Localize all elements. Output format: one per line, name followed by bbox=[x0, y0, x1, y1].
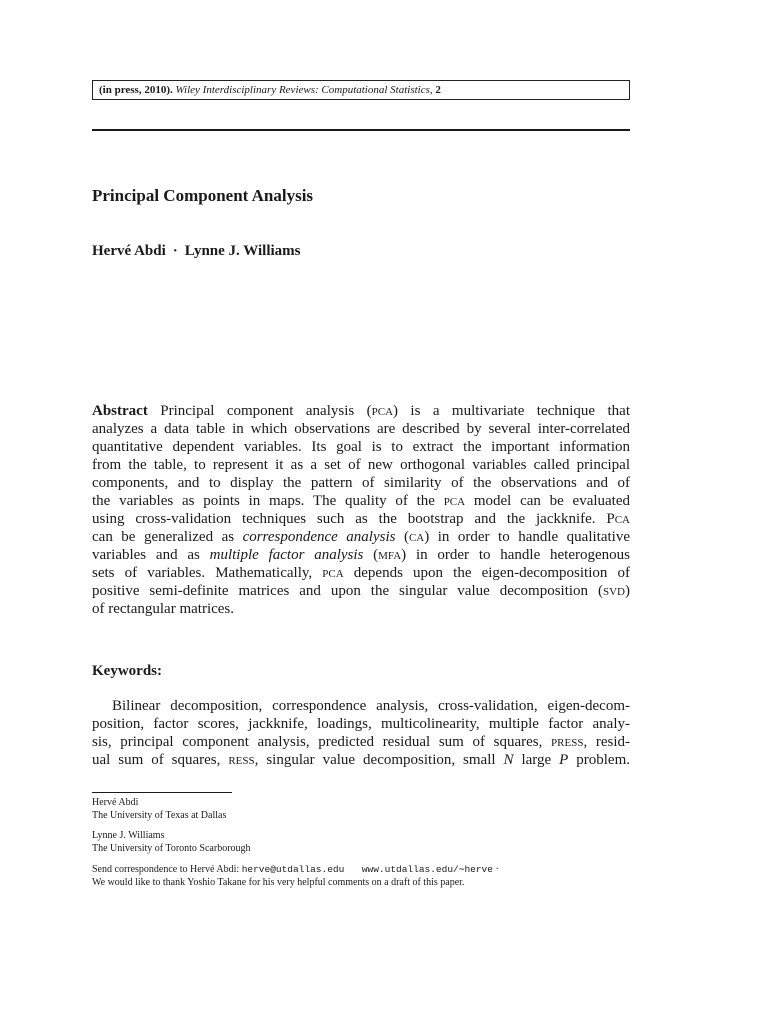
footnote-correspondence bbox=[92, 863, 499, 876]
text-run: ( bbox=[363, 547, 379, 563]
small-caps-term: ca bbox=[408, 529, 425, 545]
keywords-line bbox=[92, 697, 630, 715]
email-link[interactable]: herve@utdallas.edu bbox=[241, 864, 345, 875]
text-run: quantitative dependent variables. Its goal is to extract the important information bbox=[92, 439, 630, 455]
author-williams: Lynne J. Williams bbox=[184, 243, 301, 259]
footnote-author1-name: Hervé Abdi bbox=[92, 797, 139, 808]
footnote-author2-affiliation: The University of Toronto Scarborough bbox=[92, 843, 251, 854]
text-run: , resid- bbox=[583, 734, 631, 750]
abstract bbox=[92, 402, 630, 618]
text-run: Bilinear decomposition, correspondence analysis, cross-validation, eigen-decom- bbox=[112, 698, 630, 714]
abstract-line bbox=[92, 564, 630, 582]
keywords-line bbox=[92, 733, 630, 751]
italic-term: correspondence analysis bbox=[242, 529, 396, 545]
journal-name: Wiley Interdisciplinary Reviews: Computational Statistics bbox=[175, 84, 430, 96]
author-separator: · bbox=[172, 243, 178, 259]
press-status: (in press, 2010). bbox=[99, 84, 173, 96]
abstract-line bbox=[92, 456, 630, 474]
text-run: ual sum of squares, bbox=[92, 752, 229, 768]
small-caps-term: pca bbox=[371, 403, 394, 419]
website-suffix: · bbox=[495, 864, 499, 875]
text-run: the variables as points in maps. The quality of the bbox=[92, 493, 444, 509]
text-run: analyzes a data table in which observations are described by several inter-correlated bbox=[92, 421, 630, 437]
text-run: sis, principal component analysis, predicted residual sum of squares, bbox=[92, 734, 552, 750]
text-run: ) bbox=[625, 583, 630, 599]
website-link[interactable]: www.utdallas.edu/∼herve bbox=[361, 864, 493, 875]
small-caps-term: svd bbox=[602, 583, 625, 599]
footnote-rule bbox=[92, 792, 232, 793]
keywords-line bbox=[92, 751, 630, 769]
italic-term: P bbox=[559, 752, 569, 768]
text-run: ) is a multivariate technique that bbox=[393, 403, 630, 419]
footnote-author2-name: Lynne J. Williams bbox=[92, 830, 165, 841]
text-run: , singular value decomposition, small bbox=[254, 752, 504, 768]
small-caps-term: ress bbox=[228, 752, 255, 768]
abstract-line bbox=[92, 546, 630, 564]
footnote-acknowledgment: We would like to thank Yoshio Takane for his very helpful comments on a draft of this paper. bbox=[92, 877, 465, 888]
text-run: model can be evaluated bbox=[465, 493, 630, 509]
text-run: ) in order to handle qualitative bbox=[424, 529, 630, 545]
abstract-line bbox=[92, 510, 630, 528]
small-caps-term: pca bbox=[322, 565, 344, 581]
text-run: components, and to display the pattern of similarity of the observations and of bbox=[92, 475, 630, 491]
abstract-line bbox=[92, 402, 630, 420]
abstract-line bbox=[92, 582, 630, 600]
abstract-line bbox=[92, 492, 630, 510]
correspondence-prefix: Send correspondence to Hervé Abdi: bbox=[92, 864, 240, 875]
author-abdi: Hervé Abdi bbox=[92, 243, 166, 259]
text-run: can be generalized as bbox=[92, 529, 243, 545]
text-run: depends upon the eigen-decomposition of bbox=[343, 565, 630, 581]
italic-term: N bbox=[503, 752, 514, 768]
text-run: variables and as bbox=[92, 547, 210, 563]
text-run: of rectangular matrices. bbox=[92, 601, 235, 617]
keywords-heading: Keywords: bbox=[92, 663, 162, 679]
abstract-heading: Abstract bbox=[92, 403, 148, 419]
abstract-line bbox=[92, 420, 630, 438]
abstract-line bbox=[92, 438, 630, 456]
text-run: position, factor scores, jackknife, loadings, multicolinearity, multiple factor analy- bbox=[92, 716, 630, 732]
small-caps-term: press bbox=[551, 734, 584, 750]
text-run: problem. bbox=[568, 752, 630, 768]
header-rule bbox=[92, 129, 630, 131]
keywords-line bbox=[92, 715, 630, 733]
footnote-author1-affiliation: The University of Texas at Dallas bbox=[92, 810, 227, 821]
text-run: sets of variables. Mathematically, bbox=[92, 565, 323, 581]
text-run: from the table, to represent it as a set of new orthogonal variables called principal bbox=[92, 457, 630, 473]
italic-term: multiple factor analysis bbox=[209, 547, 364, 563]
text-run: positive semi-definite matrices and upon the singular value decomposition ( bbox=[92, 583, 603, 599]
abstract-line bbox=[92, 474, 630, 492]
journal-volume: 2 bbox=[435, 84, 441, 96]
journal-header: (in press, 2010). Wiley Interdisciplinary Reviews: Computational Statistics, 2 bbox=[92, 80, 630, 100]
paper-title: Principal Component Analysis bbox=[92, 186, 314, 205]
abstract-line bbox=[92, 600, 630, 618]
text-run: Principal component analysis ( bbox=[160, 403, 372, 419]
abstract-line bbox=[92, 528, 630, 546]
keywords-body bbox=[92, 697, 630, 769]
text-run: ) in order to handle heterogenous bbox=[401, 547, 630, 563]
small-caps-term: pca bbox=[443, 493, 466, 509]
author-line bbox=[92, 243, 301, 260]
small-caps-term: mfa bbox=[378, 547, 402, 563]
text-run: using cross-validation techniques such as the bootstrap and the jackknife. bbox=[92, 511, 607, 527]
small-caps-term: Pca bbox=[606, 511, 630, 527]
text-run: large bbox=[513, 752, 560, 768]
text-run: ( bbox=[395, 529, 409, 545]
